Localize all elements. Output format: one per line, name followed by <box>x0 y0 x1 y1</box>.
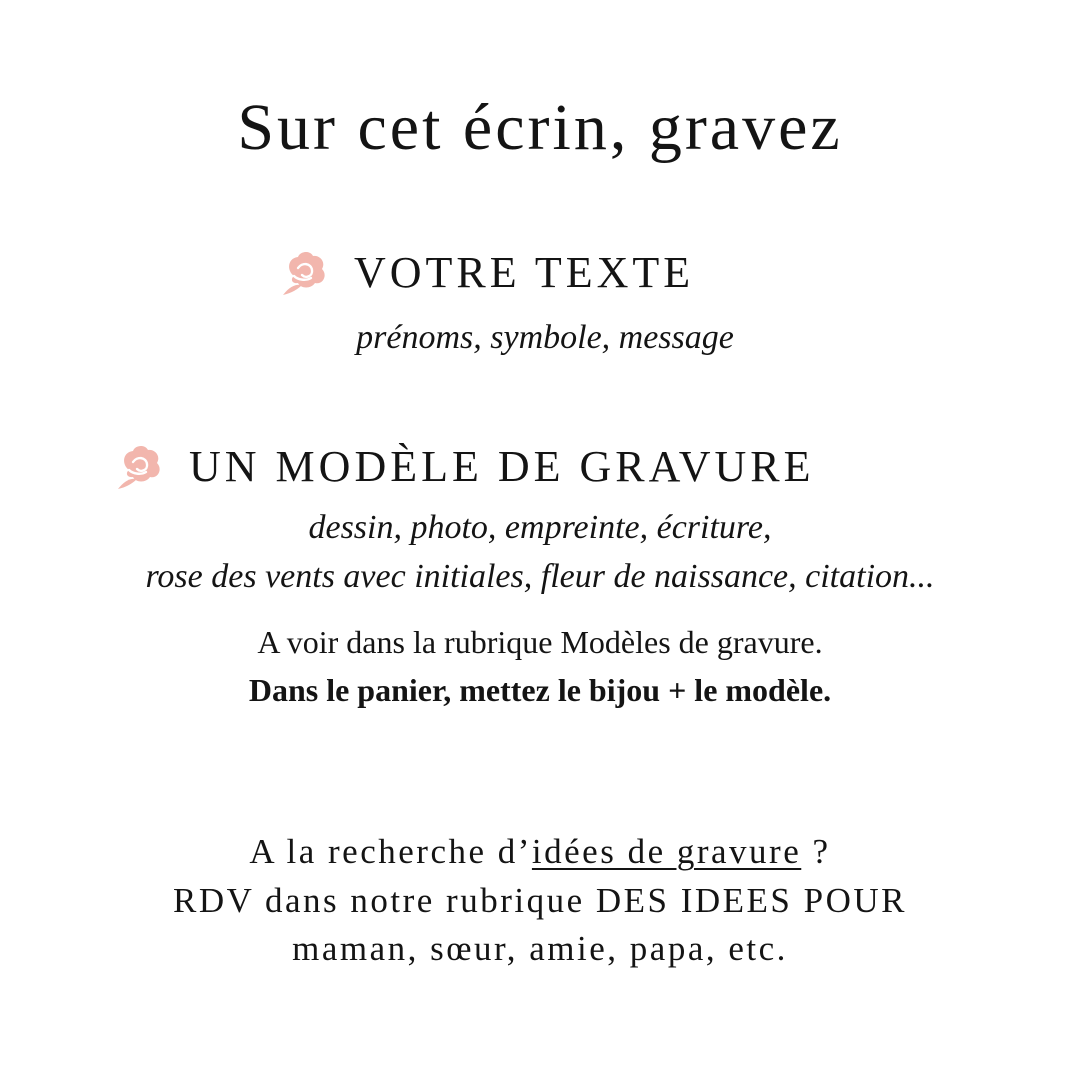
rose-icon <box>280 248 330 298</box>
section-modele-title: UN MODÈLE DE GRAVURE <box>189 442 815 491</box>
idees-de-gravure-link[interactable]: idées de gravure <box>531 832 802 871</box>
section-modele-cart-note: Dans le panier, mettez le bijou + le modèle. <box>248 672 832 708</box>
section-modele-heading <box>115 442 815 492</box>
footer-line-1 <box>0 828 1080 876</box>
footer-line-3: maman, sœur, amie, papa, etc. <box>292 929 788 968</box>
footer-line-1-suffix: ? <box>801 832 831 871</box>
page-title: Sur cet écrin, gravez <box>237 91 843 164</box>
section-modele-info: A voir dans la rubrique Modèles de gravure. <box>257 624 823 660</box>
section-modele-subtitle-line2: rose des vents avec initiales, fleur de naissance, citation... <box>145 558 935 595</box>
footer-line-1-prefix: A la recherche d’ <box>249 832 532 871</box>
section-votre-texte-heading <box>280 248 694 298</box>
section-votre-texte-title: VOTRE TEXTE <box>354 248 695 297</box>
section-votre-texte-subtitle: prénoms, symbole, message <box>356 319 734 356</box>
section-modele-subtitle-line1: dessin, photo, empreinte, écriture, <box>308 509 772 546</box>
footer-line-2: RDV dans notre rubrique DES IDEES POUR <box>172 881 908 920</box>
rose-icon <box>115 442 165 492</box>
